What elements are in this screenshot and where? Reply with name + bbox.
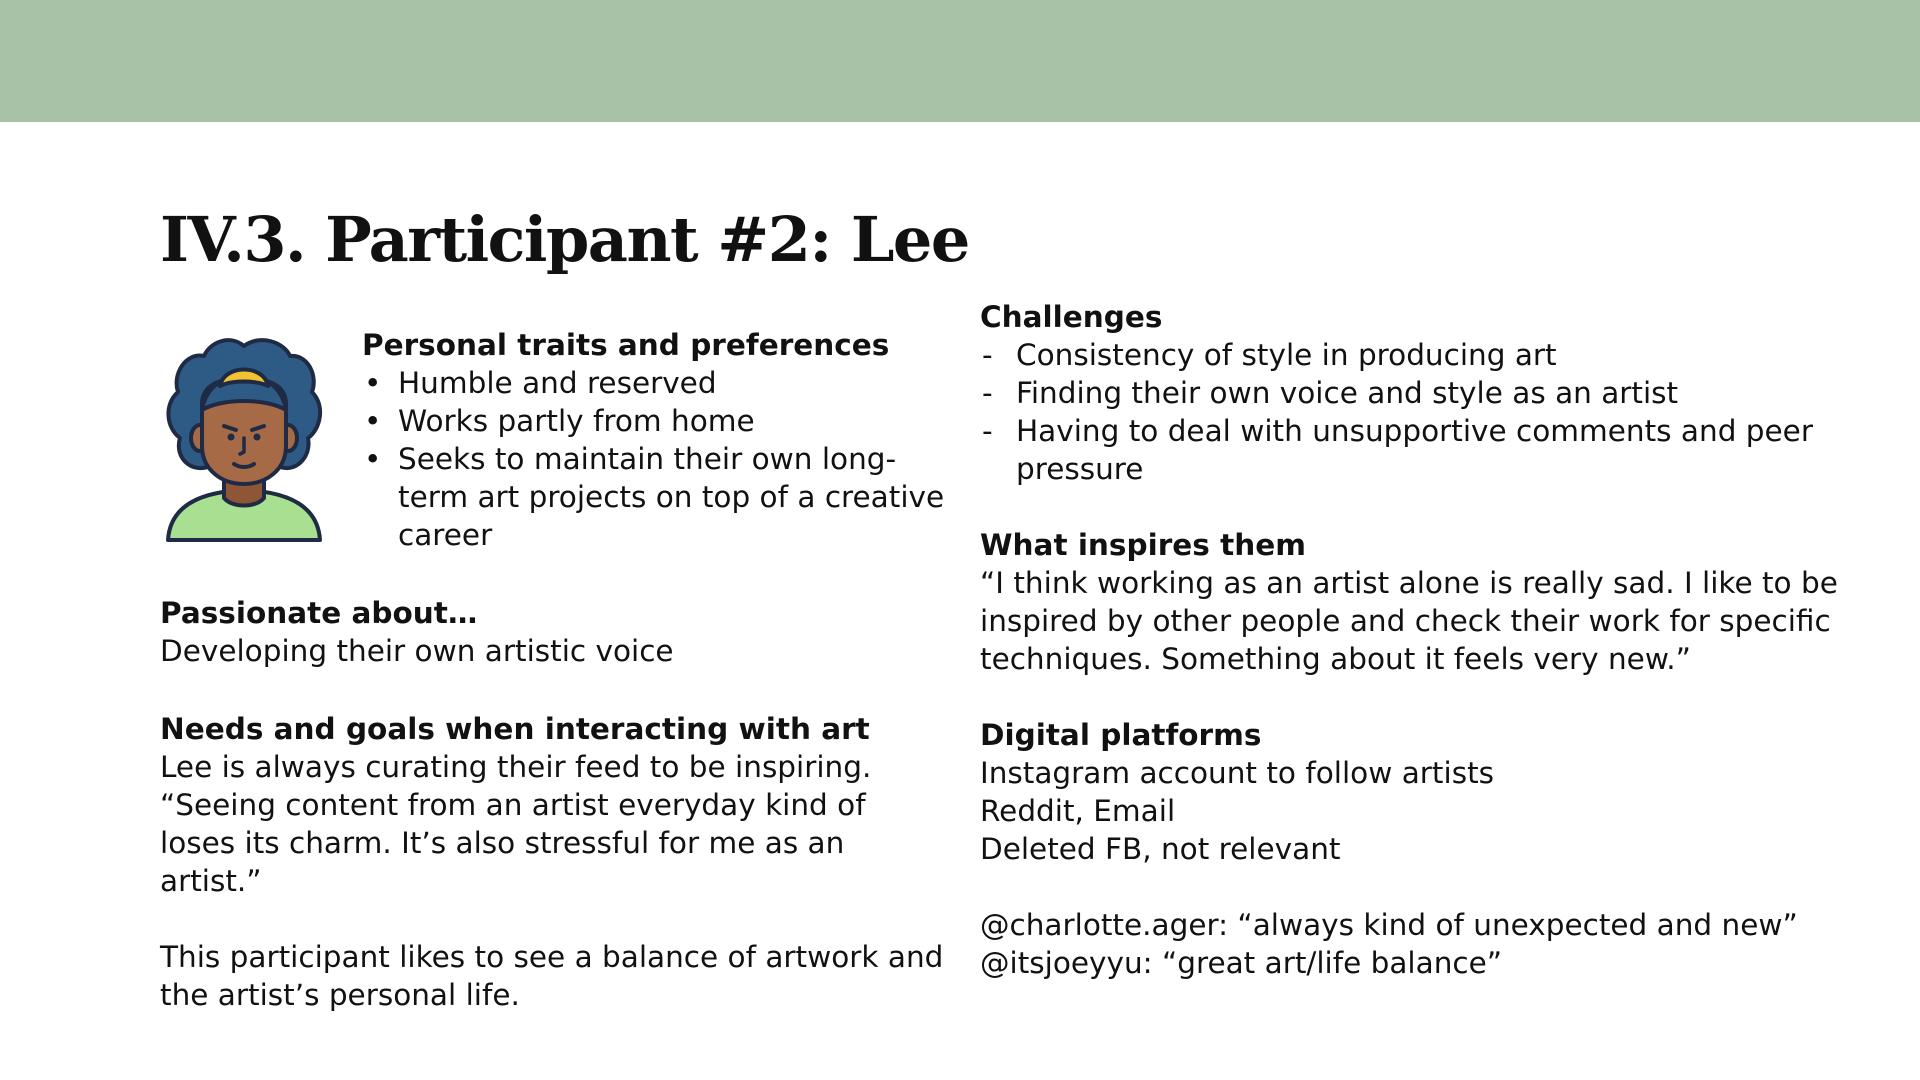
accounts-section: [980, 906, 1880, 982]
challenge-item: - Having to deal with unsupportive comments and peer pressure: [980, 412, 1880, 488]
platforms-heading: Digital platforms: [980, 718, 1262, 752]
inspiration-heading: What inspires them: [980, 528, 1306, 562]
platform-line: Reddit, Email: [980, 794, 1176, 828]
challenge-item: - Consistency of style in producing art: [980, 336, 1880, 374]
slide-title: IV.3. Participant #2: Lee: [160, 203, 969, 276]
right-column: [980, 298, 1880, 982]
platform-line: Instagram account to follow artists: [980, 756, 1495, 790]
traits-list: [362, 364, 950, 554]
challenges-section: [980, 298, 1880, 488]
left-column: [160, 326, 950, 1014]
trait-item: • Seeks to maintain their own long-term art projects on top of a creative career: [362, 440, 950, 554]
needs-text: Lee is always curating their feed to be inspiring. “Seeing content from an artist everyday kind of loses its charm. It’s also stressful for me as an artist.”: [160, 750, 872, 898]
inspiration-quote: “I think working as an artist alone is really sad. I like to be inspired by other people and check their work for specific techniques. Something about it feels very new.”: [980, 566, 1838, 676]
platforms-section: [980, 716, 1880, 868]
passion-text: Developing their own artistic voice: [160, 634, 674, 668]
needs-section: [160, 710, 950, 900]
passion-section: [160, 594, 950, 670]
challenges-list: [980, 336, 1880, 488]
trait-item: • Humble and reserved: [362, 364, 950, 402]
trait-item: • Works partly from home: [362, 402, 950, 440]
account-line: @itsjoeyyu: “great art/life balance”: [980, 946, 1503, 980]
balance-text: This participant likes to see a balance of artwork and the artist’s personal life.: [160, 940, 944, 1012]
traits-heading: Personal traits and preferences: [362, 328, 890, 362]
header-band: [0, 0, 1920, 122]
personal-traits-section: [362, 326, 950, 554]
account-line: @charlotte.ager: “always kind of unexpected and new”: [980, 908, 1798, 942]
challenges-heading: Challenges: [980, 300, 1163, 334]
needs-heading: Needs and goals when interacting with art: [160, 712, 870, 746]
platform-line: Deleted FB, not relevant: [980, 832, 1341, 866]
inspiration-section: [980, 526, 1880, 678]
passion-heading: Passionate about…: [160, 596, 478, 630]
challenge-item: - Finding their own voice and style as an artist: [980, 374, 1880, 412]
